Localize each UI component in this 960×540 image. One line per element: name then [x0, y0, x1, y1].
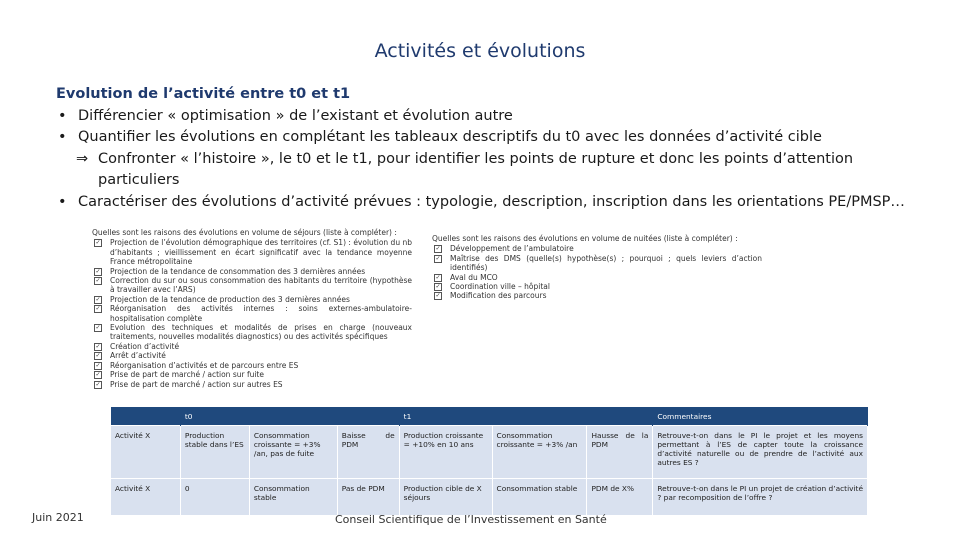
header-cell-t1: t1: [399, 407, 653, 426]
arrow-sub-bullet: ⇒ Confronter « l’histoire », le t0 et le t1, pour identifier les points de rupture et donc les points d’attention particuliers: [76, 150, 854, 188]
table-cell: Retrouve-t-on dans le PI le projet et les moyens permettant à l’ES de capter toute la croissance d’activité naturelle ou de prendre de l’activité aux autres ES ?: [653, 426, 868, 479]
list-item: ✓ Coordination ville – hôpital: [435, 282, 550, 292]
footer-date: Juin 2021: [32, 511, 84, 524]
bullet-2: • Quantifier les évolutions en complétant les tableaux descriptifs du t0 avec les données d’activité cible: [56, 127, 926, 149]
list-item: ✓ Correction du sur ou sous consommation des habitants du territoire (hypothèse à travailler avec l’ARS): [95, 276, 412, 295]
checkbox-icon: ✓: [95, 324, 101, 332]
checkbox-icon: ✓: [95, 277, 101, 285]
row-label: Activité X: [111, 479, 181, 516]
checkbox-icon: ✓: [95, 342, 101, 350]
list-item: ✓ Arrêt d’activité: [95, 351, 166, 361]
list-item: ✓ Projection de l’évolution démographique des territoires (cf. S1) : évolution du nb d’habitants ; vieillissement en écart significatif avec la tendance moyenne France métropolitaine: [95, 238, 412, 267]
table-header-row: [111, 407, 868, 426]
bullet-3: • Caractériser des évolutions d’activité prévues : typologie, description, inscription dans les orientations PE/PMSP…: [56, 192, 926, 214]
night-reasons-header: Quelles sont les raisons des évolutions en volume de nuitées (liste à compléter) :: [432, 234, 738, 243]
bullet-icon: •: [58, 129, 67, 145]
checkbox-icon: ✓: [95, 295, 101, 303]
bullet-icon: •: [58, 193, 67, 210]
section-heading: Evolution de l’activité entre t0 et t1: [56, 86, 351, 102]
list-item: ✓ Prise de part de marché / action sur autres ES: [95, 379, 283, 389]
table-row: [111, 426, 868, 479]
list-item: ✓ Maîtrise des DMS (quelle(s) hypothèse(s) ; pourquoi ; quels leviers d’action identifiés): [435, 253, 762, 273]
checkbox-icon: ✓: [95, 239, 101, 247]
checkbox-icon: ✓: [95, 361, 101, 369]
table-cell: Baisse de PDM: [337, 426, 399, 479]
table-row: [111, 479, 868, 516]
night-volume-reasons: [432, 234, 762, 301]
checkbox-icon: ✓: [435, 292, 441, 300]
bullet-icon: •: [58, 107, 67, 124]
footer-organization: Conseil Scientifique de l’Investissement en Santé: [335, 513, 607, 525]
checkbox-icon: ✓: [435, 245, 441, 253]
checkbox-icon: ✓: [95, 380, 101, 388]
checkbox-icon: ✓: [435, 283, 441, 291]
row-label: Activité X: [111, 426, 181, 479]
header-cell-empty: [111, 407, 181, 426]
list-item: ✓ Projection de la tendance de production des 3 dernières années: [95, 294, 350, 304]
table-cell: Production cible de X séjours: [399, 479, 492, 516]
list-item: ✓ Modification des parcours: [435, 291, 547, 301]
list-item: ✓ Projection de la tendance de consommation des 3 dernières années: [95, 266, 366, 276]
table-cell: Retrouve-t-on dans le PI un projet de création d’activité ? par recomposition de l’offre ?: [653, 479, 868, 516]
table-cell: Consommation croissante = +3% /an, pas de fuite: [249, 426, 337, 479]
slide-title: Activités et évolutions: [374, 40, 586, 62]
checkbox-icon: ✓: [95, 352, 101, 360]
list-item: ✓ Prise de part de marché / action sur fuite: [95, 370, 264, 380]
table-cell: Production croissante = +10% en 10 ans: [399, 426, 492, 479]
list-item: ✓ Développement de l’ambulatoire: [435, 244, 574, 254]
list-item: ✓ Réorganisation d’activités et de parcours entre ES: [95, 360, 299, 370]
table-cell: Consommation croissante = +3% /an: [492, 426, 587, 479]
list-item: ✓ Création d’activité: [95, 341, 180, 351]
main-content: [56, 84, 926, 213]
table-cell: Production stable dans l’ES: [180, 426, 249, 479]
stay-reasons-header: Quelles sont les raisons des évolutions en volume de séjours (liste à compléter) :: [92, 228, 397, 237]
stay-volume-reasons: [92, 228, 412, 389]
list-item: ✓ Aval du MCO: [435, 272, 498, 282]
activity-table: [110, 407, 868, 516]
table-cell: Hausse de la PDM: [587, 426, 653, 479]
table-cell: Pas de PDM: [337, 479, 399, 516]
bullet-1: • Différencier « optimisation » de l’existant et évolution autre: [56, 106, 926, 128]
checkbox-icon: ✓: [95, 267, 101, 275]
list-item: ✓ Réorganisation des activités internes : soins externes-ambulatoire-hospitalisation complète: [95, 304, 412, 323]
implies-arrow-icon: ⇒: [76, 150, 89, 167]
checkbox-icon: ✓: [95, 305, 101, 313]
header-cell-t0: t0: [180, 407, 399, 426]
checkbox-icon: ✓: [435, 254, 441, 262]
table-cell: PDM de X%: [587, 479, 653, 516]
checkbox-icon: ✓: [435, 273, 441, 281]
table-cell: Consommation stable: [249, 479, 337, 516]
checkbox-icon: ✓: [95, 371, 101, 379]
header-cell-comments: Commentaires: [653, 407, 868, 426]
list-item: ✓ Evolution des techniques et modalités de prises en charge (nouveaux traitements, nouvelles modalités diagnostics) ou des activités spécifiques: [95, 323, 412, 342]
table-cell: Consommation stable: [492, 479, 587, 516]
table-cell: 0: [180, 479, 249, 516]
